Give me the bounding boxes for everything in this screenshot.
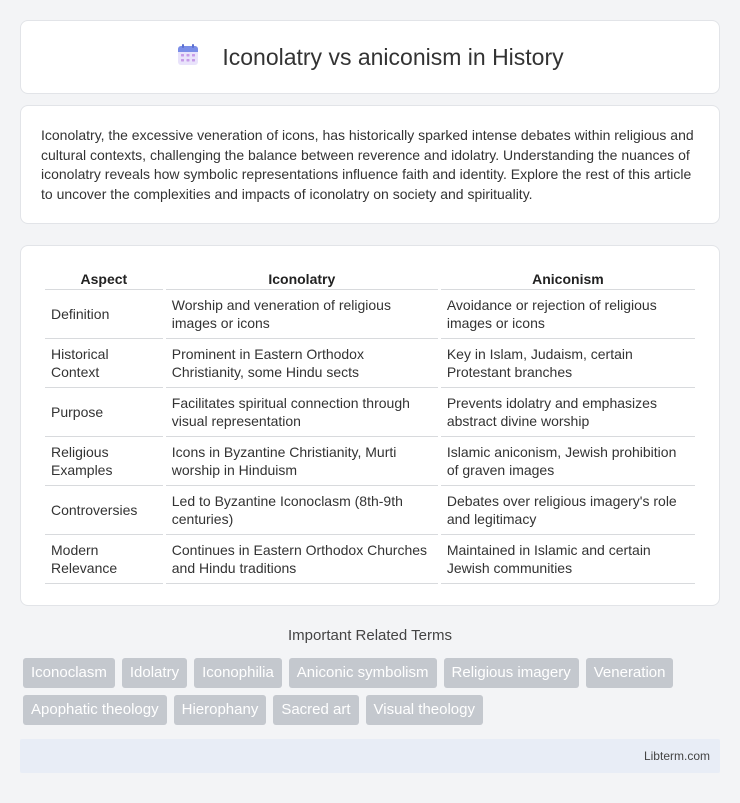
cell-aspect: Definition [45,290,163,339]
cell-aniconism: Key in Islam, Judaism, certain Protestant branches [441,339,695,388]
footer [20,739,720,773]
term-tag-apophatic-theology[interactable]: Apophatic theology [23,695,167,725]
term-tag-idolatry[interactable]: Idolatry [122,658,187,688]
cell-iconolatry: Worship and veneration of religious images or icons [166,290,438,339]
related-terms-list [23,658,723,725]
cell-aniconism: Avoidance or rejection of religious images or icons [441,290,695,339]
header-card [20,20,720,94]
table-row [45,437,695,486]
cell-iconolatry: Icons in Byzantine Christianity, Murti worship in Hinduism [166,437,438,486]
intro-card [20,105,720,224]
term-tag-aniconic-symbolism[interactable]: Aniconic symbolism [289,658,437,688]
header-aspect: Aspect [45,266,163,290]
cell-aniconism: Maintained in Islamic and certain Jewish communities [441,535,695,584]
cell-aspect: Controversies [45,486,163,535]
cell-aniconism: Islamic aniconism, Jewish prohibition of graven images [441,437,695,486]
term-tag-visual-theology[interactable]: Visual theology [366,695,483,725]
header [176,43,563,72]
header-iconolatry: Iconolatry [166,266,438,290]
comparison-table [42,266,698,584]
table-row [45,290,695,339]
cell-iconolatry: Prominent in Eastern Orthodox Christianity, some Hindu sects [166,339,438,388]
cell-aspect: Modern Relevance [45,535,163,584]
cell-iconolatry: Led to Byzantine Iconoclasm (8th-9th centuries) [166,486,438,535]
term-tag-iconoclasm[interactable]: Iconoclasm [23,658,115,688]
comparison-table-card [20,245,720,606]
cell-aspect: Religious Examples [45,437,163,486]
term-tag-hierophany[interactable]: Hierophany [174,695,267,725]
table-row [45,388,695,437]
intro-paragraph: Iconolatry, the excessive veneration of icons, has historically sparked intense debates within religious and cultural contexts, challenging the balance between reverence and idolatry. Understanding the nuances of iconolatry reveals how symbolic representations influence faith and identity. Explore the rest of this article to uncover the complexities and impacts of iconolatry on society and spirituality. [41,127,694,202]
table-row [45,486,695,535]
calendar-icon [176,43,200,72]
term-tag-iconophilia[interactable]: Iconophilia [194,658,282,688]
term-tag-sacred-art[interactable]: Sacred art [273,695,358,725]
page-title: Iconolatry vs aniconism in History [222,43,564,70]
table-row [45,339,695,388]
term-tag-religious-imagery[interactable]: Religious imagery [444,658,579,688]
table-row [45,535,695,584]
footer-site-link[interactable]: Libterm.com [643,749,710,763]
term-tag-veneration[interactable]: Veneration [586,658,674,688]
cell-aniconism: Prevents idolatry and emphasizes abstract divine worship [441,388,695,437]
cell-iconolatry: Facilitates spiritual connection through visual representation [166,388,438,437]
cell-iconolatry: Continues in Eastern Orthodox Churches and Hindu traditions [166,535,438,584]
header-aniconism: Aniconism [441,266,695,290]
cell-aniconism: Debates over religious imagery's role and legitimacy [441,486,695,535]
cell-aspect: Purpose [45,388,163,437]
cell-aspect: Historical Context [45,339,163,388]
related-terms-heading: Important Related Terms [288,627,452,644]
table-header-row [45,266,695,290]
